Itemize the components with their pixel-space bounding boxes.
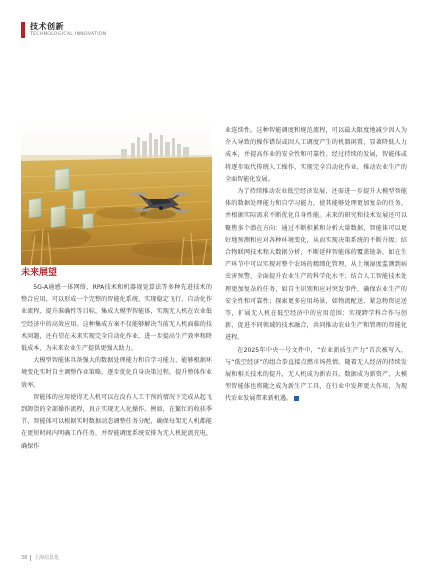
left-column	[21, 282, 212, 453]
body-paragraph: 业连续性。这种智能调度和规范流程，可以最大限度地减少因人为介入导致的操作错误或因人工调度产生的机器闲置，显著降低人力成本，并提高作业的安全性和可靠性。经过持续的发展，智能体或将逐步取代传统人工操作，实现完全自动化作业，推动农业生产的全面智能化发展。	[225, 127, 407, 183]
article-end-icon	[294, 396, 299, 401]
header-title: 技术创新	[30, 22, 64, 31]
body-paragraph: 为了持续推动农业低空经济发展，还需进一步提升大模型智能体的数据处理能力和自学习能力，使其能够处理更加复杂的任务，并根据实际需求不断优化自身性能。未来的研究和技术发展还可以聚焦多个潜在方向：通过不断积累和分析大量数据，智能体可以更好地预测和应对各种环境变化，从而实现决策系统的不断升级；结合物联网技术和大数据分析，不断延伸智能体的覆盖链条，如在生产环节中可以实现对整个农场的精细化管理，从土壤湿度监测到病虫害预警，全面提升农业生产的科学化水平；结合人工智能技术处理更加复杂的任务，如自主识别和应对突发事件，确保农业生产的安全性和可靠性；探索更多应用场景，如物流配送、紧急物资运送等，扩展无人机在低空经济中的应用范围；实现跨学科合作与创新，促进不同领域的技术融合，共同推动农业生产和管理的智能化进程。	[225, 188, 407, 342]
page-footer	[21, 554, 59, 561]
body-paragraph: 智能体的应用使得无人机可以在没有人工干预的情况下完成从起飞到卸货的全部操作流程，真正实现无人化操作。例如，在繁忙的收获季节，智能体可以根据实时数据动态调整任务分配，确保每架无人机都能在更短时间内明确工作任务，并智能调度系统安排为无人机轮流充电，确保作	[21, 393, 212, 450]
page-number: 38	[21, 555, 28, 561]
header-subtitle: TECHNOLOGICAL INNOVATION	[30, 32, 107, 37]
body-paragraph: 5G-A通感一体网络、RPA技术和机器视觉算法等多种先进技术的整合应用，可以形成一个完整的智能化系统，实现稳定飞行、自动化作业流程、提升准确性等目标，集成大模型智能体，实现无人机在农业低空经济中的高效应用。这种集成方案不仅能够解决当前无人机面临的技术问题，还有望在未来实现完全自动化作业，进一步提高生产效率和降低成本，为未来农业生产提供更强大助力。	[21, 284, 212, 353]
footer-divider	[30, 555, 31, 561]
body-paragraph: 大模型智能体具备强大的数据处理能力和自学习能力，能够根据环境变化实时自主调整作业策略，逐步优化自身决策过程，提升整体作业效率。	[21, 357, 212, 389]
closing-paragraph-text: 在2025年中央一号文件中，“农业新质生产力”首次被写入，与“低空经济”的组合拳直接点燃市场热情。随着无人经济的持续发展和相关技术的提升，无人机成为新农具，数据成为新资产，大模型智能体也将随之成为新生产工具，在行业中发挥更大作用，为现代农业发展带来新机遇。	[225, 346, 407, 403]
right-column	[225, 125, 407, 406]
header-accent-bar	[21, 22, 25, 38]
section-title: 未来展望	[21, 268, 58, 278]
body-paragraph	[225, 345, 407, 406]
drone-field-illustration	[21, 117, 212, 265]
publication-name: 上海信息化	[33, 555, 59, 561]
hero-image	[21, 117, 212, 265]
